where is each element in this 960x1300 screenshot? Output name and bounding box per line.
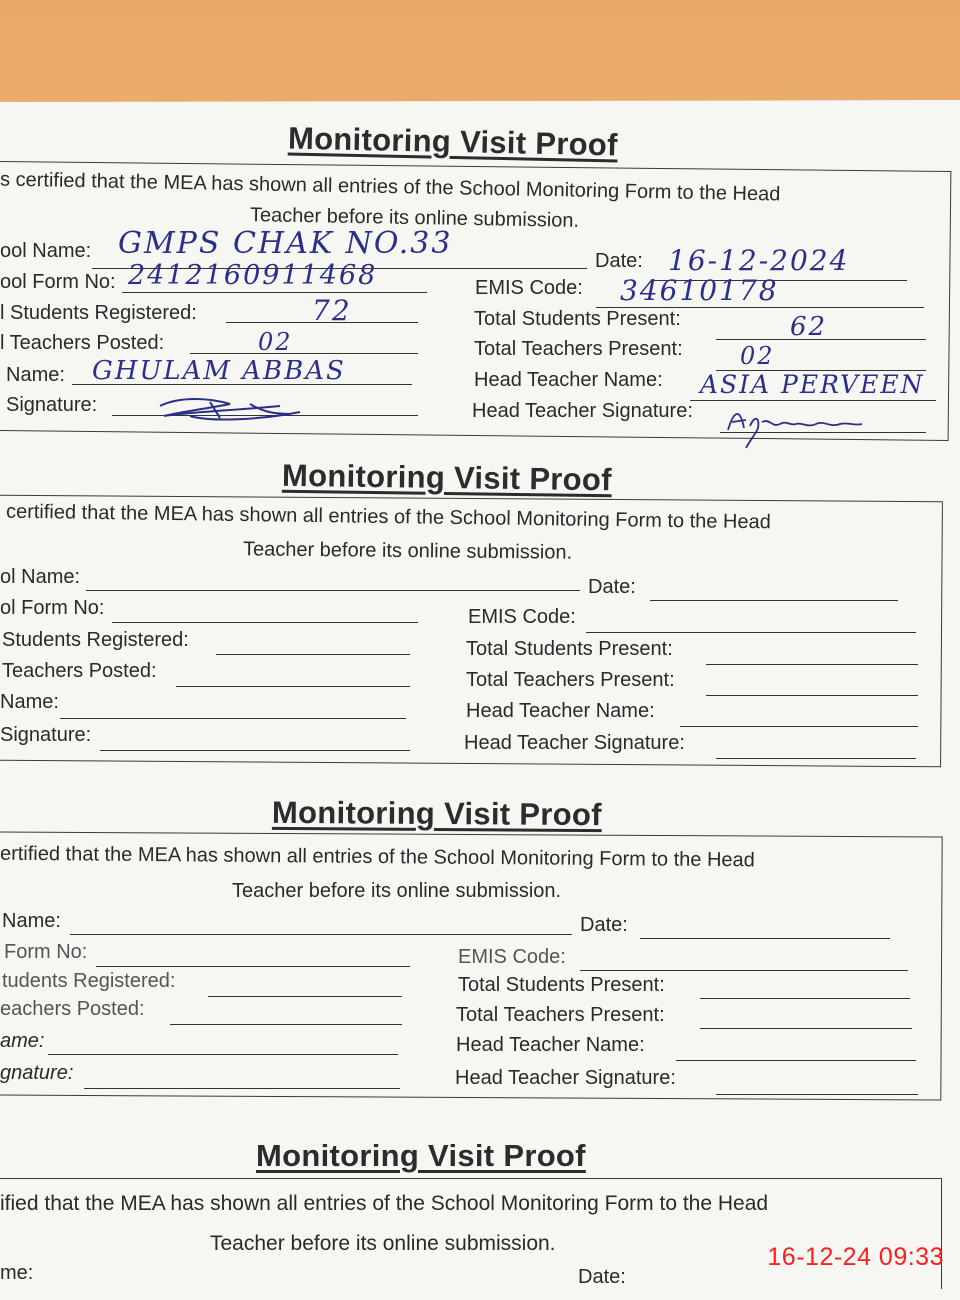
mea-name-line — [60, 718, 406, 719]
certification-line-1: certified that the MEA has shown all entries of the School Monitoring Form to the Head — [5, 500, 771, 534]
certification-line-2: Teacher before its online submission. — [242, 538, 573, 564]
school-form-no-label: ool Form No: — [0, 271, 116, 293]
students-present-line — [706, 664, 918, 665]
head-teacher-signature-label: Head Teacher Signature: — [464, 732, 685, 754]
photo-timestamp: 16-12-24 09:33 — [767, 1243, 944, 1271]
students-present-label: Total Students Present: — [466, 638, 673, 660]
school-form-no-label: ol Form No: — [0, 597, 105, 619]
teachers-posted-line — [176, 686, 410, 687]
students-registered-line — [208, 996, 402, 997]
teachers-present-label: Total Teachers Present: — [466, 669, 675, 691]
mea-name-value: GHULAM ABBAS — [92, 356, 346, 386]
school-form-no-line — [122, 292, 427, 293]
students-registered-label: l Students Registered: — [0, 302, 197, 324]
teachers-posted-label: eachers Posted: — [0, 998, 145, 1020]
certification-line-1: ertified that the MEA has shown all entries of the School Monitoring Form to the Head — [0, 842, 755, 872]
head-teacher-name-label: Head Teacher Name: — [456, 1034, 645, 1056]
emis-code-label: EMIS Code: — [458, 946, 566, 968]
certification-line-1: ified that the MEA has shown all entries of the School Monitoring Form to the Head — [0, 1192, 769, 1215]
mea-signature-label: Signature: — [6, 394, 98, 416]
school-name-label: ol Name: — [0, 566, 81, 588]
students-registered-value: 72 — [312, 294, 352, 327]
teachers-posted-line — [190, 353, 418, 354]
mea-name-label: Name: — [0, 691, 59, 713]
date-line — [650, 600, 898, 601]
teachers-present-label: Total Teachers Present: — [474, 338, 683, 360]
section-title: Monitoring Visit Proof — [281, 457, 613, 498]
students-present-line — [700, 998, 910, 999]
teachers-posted-label: l Teachers Posted: — [0, 332, 165, 354]
school-form-no-line — [96, 966, 410, 967]
mea-signature-label: gnature: — [0, 1062, 74, 1084]
school-name-label: ool Name: — [0, 240, 92, 262]
school-name-line — [86, 590, 580, 591]
teachers-present-label: Total Teachers Present: — [456, 1004, 665, 1026]
emis-code-value: 34610178 — [620, 274, 779, 307]
section-title: Monitoring Visit Proof — [256, 1138, 586, 1173]
teachers-posted-label: Teachers Posted: — [2, 660, 157, 682]
certification-line-2: Teacher before its online submission. — [232, 880, 562, 902]
head-teacher-name-label: Head Teacher Name: — [474, 369, 663, 391]
section-title: Monitoring Visit Proof — [271, 794, 602, 833]
certification-line-1: s certified that the MEA has shown all entries of the School Monitoring Form to the Head — [0, 168, 781, 206]
school-form-no-line — [112, 622, 418, 623]
teachers-posted-line — [170, 1024, 402, 1025]
mea-name-line — [48, 1054, 398, 1055]
date-label: Date: — [588, 576, 636, 598]
head-teacher-name-line — [680, 726, 918, 727]
date-line — [640, 938, 890, 939]
head-teacher-signature-line — [716, 758, 916, 759]
school-form-no-label: Form No: — [4, 941, 88, 963]
head-teacher-signature-line — [716, 1094, 918, 1095]
students-present-value: 62 — [790, 312, 828, 342]
teachers-present-line — [700, 1028, 912, 1029]
emis-code-label: EMIS Code: — [475, 277, 583, 299]
head-teacher-signature-image — [720, 400, 870, 450]
school-name-label: me: — [0, 1262, 34, 1284]
emis-code-line — [580, 970, 908, 971]
head-teacher-name-line — [676, 1060, 916, 1061]
certification-line-2: Teacher before its online submission. — [210, 1232, 556, 1255]
school-name-line — [70, 934, 572, 935]
date-label: Date: — [578, 1266, 626, 1288]
date-value: 16-12-2024 — [668, 244, 850, 277]
teachers-present-value: 02 — [740, 342, 775, 370]
mea-signature-line — [84, 1088, 400, 1089]
head-teacher-name-label: Head Teacher Name: — [466, 700, 655, 722]
students-present-label: Total Students Present: — [458, 974, 665, 996]
mea-name-label: ame: — [0, 1030, 45, 1052]
date-label: Date: — [595, 250, 643, 272]
certification-line-2: Teacher before its online submission. — [249, 204, 580, 232]
students-registered-line — [216, 654, 410, 655]
mea-signature-label: Signature: — [0, 724, 92, 746]
head-teacher-signature-label: Head Teacher Signature: — [455, 1067, 676, 1089]
head-teacher-name-value: ASIA PERVEEN — [700, 370, 925, 399]
teachers-posted-value: 02 — [258, 328, 293, 356]
date-label: Date: — [580, 914, 628, 936]
students-registered-label: tudents Registered: — [2, 970, 176, 992]
students-registered-label: Students Registered: — [2, 629, 189, 651]
students-present-label: Total Students Present: — [474, 308, 681, 330]
section-title: Monitoring Visit Proof — [287, 120, 619, 163]
mea-signature-line — [100, 750, 410, 751]
school-name-value: GMPS CHAK NO.33 — [118, 226, 453, 261]
teachers-present-line — [706, 695, 918, 696]
emis-code-label: EMIS Code: — [468, 606, 576, 628]
head-teacher-signature-label: Head Teacher Signature: — [472, 400, 693, 422]
emis-code-line — [586, 632, 916, 633]
mea-signature-image — [150, 392, 310, 426]
school-form-no-value: 2412160911468 — [128, 260, 378, 291]
school-name-label: Name: — [2, 910, 61, 932]
mea-name-label: Name: — [6, 364, 65, 386]
